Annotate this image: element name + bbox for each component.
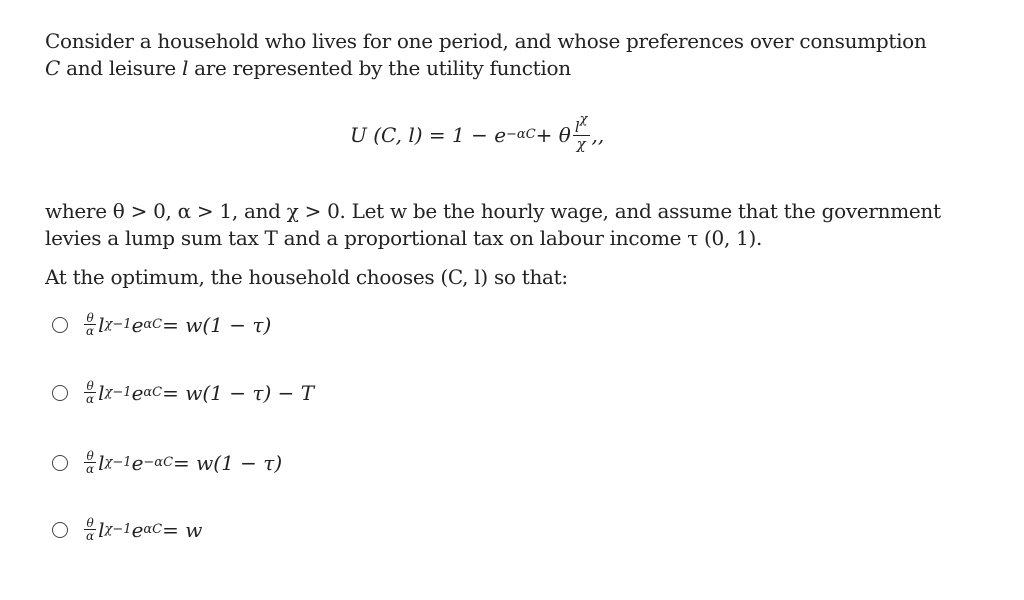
intro-symbol-l: l: [181, 56, 189, 80]
option-fraction-numerator: θ: [86, 311, 94, 325]
intro-symbol-C: C: [45, 56, 61, 80]
utility-equation: U (C, l) = 1 − e −αC + θ $\frac{l^\chi}{\chi}$ ,,: [350, 111, 605, 153]
radio-button[interactable]: [52, 455, 68, 471]
option-base: l: [98, 450, 105, 475]
option-fraction: [84, 450, 96, 475]
option-fraction: [84, 312, 96, 337]
option-formula: $\frac{\theta}{\alpha}$ l χ−1 e αC = w(1 − τ): [86, 311, 272, 338]
question-intro: [45, 28, 995, 82]
fraction-numerator-exponent: χ: [579, 111, 588, 127]
option-formula: $\frac{\theta}{\alpha}$ l χ−1 e αC = w: [86, 516, 203, 543]
question-prompt: At the optimum, the household chooses (C, l) so that:: [45, 265, 568, 289]
answer-option[interactable]: [52, 517, 202, 542]
intro-line-1: Consider a household who lives for one period, and whose preferences over consumption: [45, 29, 927, 53]
option-rhs: = w(1 − τ): [162, 312, 272, 337]
option-fraction-denominator: α: [86, 462, 95, 476]
option-rhs: = w: [162, 517, 203, 542]
intro-text-b: are represented by the utility function: [188, 56, 571, 80]
radio-button[interactable]: [52, 317, 68, 333]
option-fraction-denominator: α: [86, 392, 95, 406]
fraction-denominator: χ: [576, 134, 586, 153]
option-fraction-numerator: θ: [86, 449, 94, 463]
answer-option[interactable]: [52, 450, 282, 475]
option-rhs: = w(1 − τ) − T: [162, 380, 315, 405]
question-conditions: [45, 198, 995, 252]
intro-text-a: and leisure: [60, 56, 182, 80]
option-base: l: [98, 312, 105, 337]
radio-button[interactable]: [52, 385, 68, 401]
option-fraction-denominator: α: [86, 324, 95, 338]
option-fraction-numerator: θ: [86, 516, 94, 530]
fraction-numerator: $l^\chi$: [574, 111, 588, 136]
radio-button[interactable]: [52, 522, 68, 538]
option-base: l: [98, 380, 105, 405]
equation-lhs: U (C, l) = 1 − e: [350, 123, 507, 147]
where-line-1: where θ > 0, α > 1, and χ > 0. Let w be the hourly wage, and assume that the government: [45, 199, 941, 223]
where-line-2: levies a lump sum tax T and a proportional tax on labour income τ (0, 1).: [45, 226, 763, 250]
answer-option[interactable]: [52, 380, 314, 405]
option-e: e: [131, 380, 144, 405]
option-fraction-numerator: θ: [86, 379, 94, 393]
option-e: e: [131, 450, 144, 475]
equation-fraction: [573, 111, 590, 153]
option-base: l: [98, 517, 105, 542]
option-fraction-denominator: α: [86, 529, 95, 543]
option-formula: $\frac{\theta}{\alpha}$ l χ−1 e αC = w(1 − τ) − T: [86, 379, 315, 406]
option-rhs: = w(1 − τ): [173, 450, 283, 475]
option-fraction: [84, 517, 96, 542]
equation-plus: + θ: [535, 123, 571, 147]
option-formula: $\frac{\theta}{\alpha}$ l χ−1 e −αC = w(1 − τ): [86, 449, 283, 476]
option-e: e: [131, 517, 144, 542]
option-fraction: [84, 380, 96, 405]
option-e: e: [131, 312, 144, 337]
intro-line-2: [45, 55, 995, 82]
equation-tail: ,,: [591, 123, 605, 147]
answer-option[interactable]: [52, 312, 271, 337]
